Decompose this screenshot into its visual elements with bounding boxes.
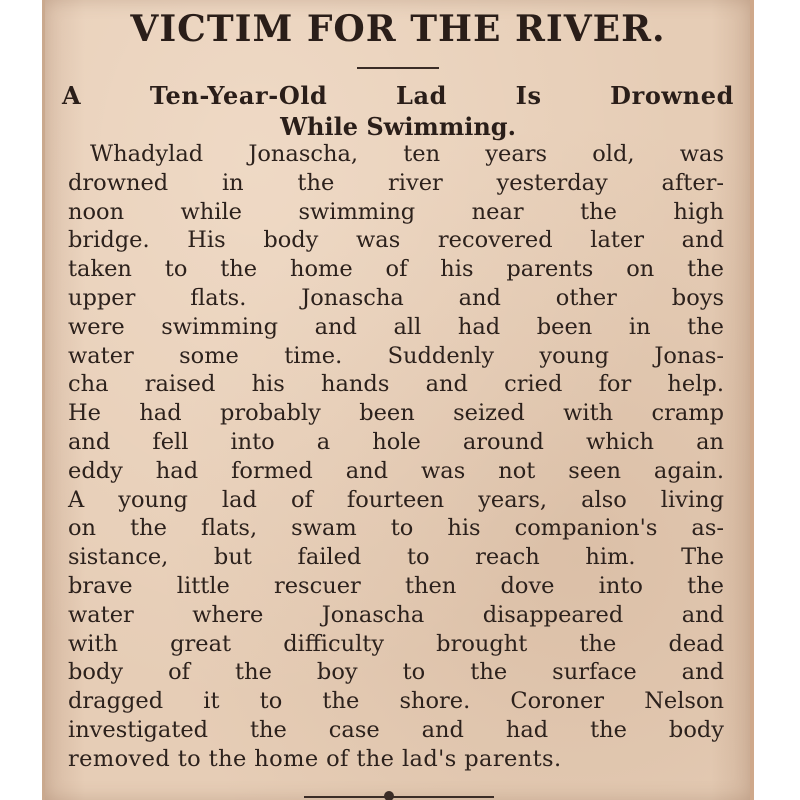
body-line: investigated the case and had the body [68,716,724,743]
clipping-right-edge [750,0,754,800]
body-line: Whadylad Jonascha, ten years old, was [90,141,724,167]
clipping-left-edge [42,0,45,800]
body-line: dragged it to the shore. Coroner Nelson [68,688,724,715]
body-line: and fell into a hole around which an [68,428,724,455]
body-line: upper flats. Jonascha and other boys [68,284,724,311]
body-line: eddy had formed and was not seen again. [68,457,724,484]
body-line: taken to the home of his parents on the [68,256,724,283]
newspaper-clipping [42,0,754,800]
end-of-article-ornament [384,791,394,800]
body-line: drowned in the river yesterday after- [68,169,724,196]
body-line: sistance, but failed to reach him. The [68,544,724,571]
body-line: on the flats, swam to his companion's as- [68,515,724,542]
end-of-article-rule [304,796,494,798]
body-line: water where Jonascha disappeared and [68,601,724,628]
article-body [68,140,724,774]
subhead-line: While Swimming. [280,112,516,141]
body-line: He had probably been seized with cramp [68,400,724,427]
subhead-line: A Ten-Year-Old Lad Is Drowned [62,81,734,110]
body-line: cha raised his hands and cried for help. [68,371,724,398]
article-subheadline [62,80,734,142]
body-line: body of the boy to the surface and [68,659,724,686]
headline-divider-rule [357,67,439,69]
body-line: brave little rescuer then dove into the [68,572,724,599]
body-line: bridge. His body was recovered later and [68,227,724,254]
body-line: with great difficulty brought the dead [68,630,724,657]
article-headline: VICTIM FOR THE RIVER. [130,8,666,50]
body-line: noon while swimming near the high [68,198,724,225]
body-line: were swimming and all had been in the [68,313,724,340]
body-line: removed to the home of the lad's parents. [68,745,562,772]
body-line: water some time. Suddenly young Jonas- [68,342,724,369]
body-line: A young lad of fourteen years, also living [68,486,724,513]
